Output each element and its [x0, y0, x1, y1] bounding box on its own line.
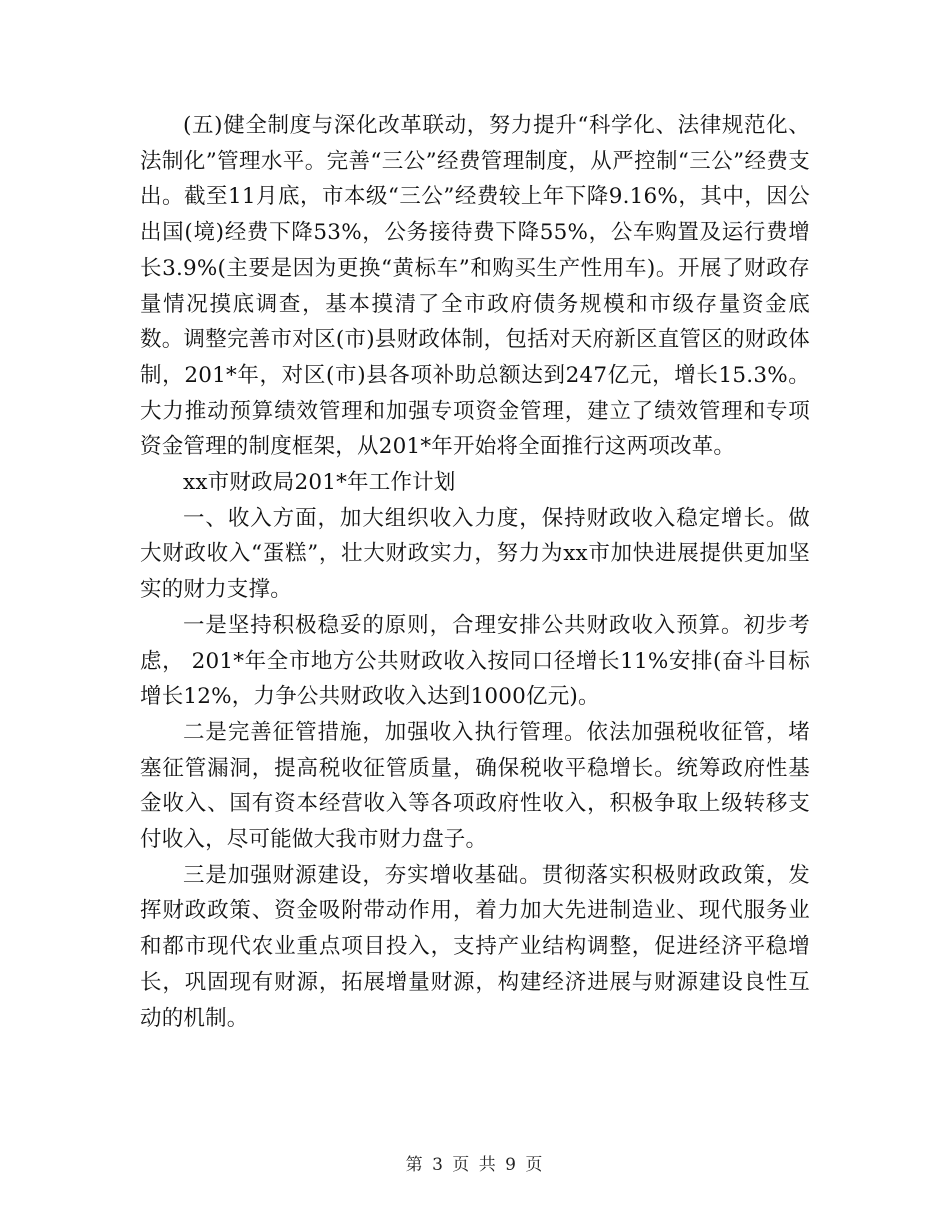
section-heading-work-plan: xx市财政局201*年工作计划 — [183, 470, 456, 496]
paragraph-revenue-budget: 一是坚持积极稳妥的原则，合理安排公共财政收入预算。初步考虑， 201*年全市地方公共财政收入按同口径增长11%安排(奋斗目标增长12%，力争公共财政收入达到1000亿元)。 — [140, 612, 810, 710]
paragraph-institution-reform: (五)健全制度与深化改革联动，努力提升“科学化、法律规范化、法制化”管理水平。完善“三公”经费管理制度，从严控制“三公”经费支出。截至11月底，市本级“三公”经费较上年下降9.16%，其中，因公出国(境)经费下降53%，公务接待费下降55%，公车购置及运行费增长3.9%(主要是因为更换“黄标车”和购买生产性用车)。开展了财政存量情况摸底调查，基本摸清了全市政府债务规模和市级存量资金底数。调整完善市对区(市)县财政体制，包括对天府新区直管区的财政体制，201*年，对区(市)县各项补助总额达到247亿元，增长15.3%。大力推动预算绩效管理和加强专项资金管理，建立了绩效管理和专项资金管理的制度框架，从201*年开始将全面推行这两项改革。 — [140, 113, 810, 460]
page-number-footer: 第 3 页 共 9 页 — [405, 1155, 545, 1175]
paragraph-revenue-overview: 一、收入方面，加大组织收入力度，保持财政收入稳定增长。做大财政收入“蛋糕”，壮大财政实力，努力为xx市加快进展提供更加坚实的财力支撑。 — [140, 505, 810, 603]
paragraph-revenue-source-building: 三是加强财源建设，夯实增收基础。贯彻落实积极财政政策，发挥财政政策、资金吸附带动作用，着力加大先进制造业、现代服务业和都市现代农业重点项目投入，支持产业结构调整，促进经济平稳增长，巩固现有财源，拓展增量财源，构建经济进展与财源建设良性互动的机制。 — [140, 862, 810, 1031]
document-body — [140, 108, 810, 1036]
paragraph-collection-management: 二是完善征管措施，加强收入执行管理。依法加强税收征管，堵塞征管漏洞，提高税收征管质量，确保税收平稳增长。统筹政府性基金收入、国有资本经营收入等各项政府性收入，积极争取上级转移支付收入，尽可能做大我市财力盘子。 — [140, 719, 810, 853]
